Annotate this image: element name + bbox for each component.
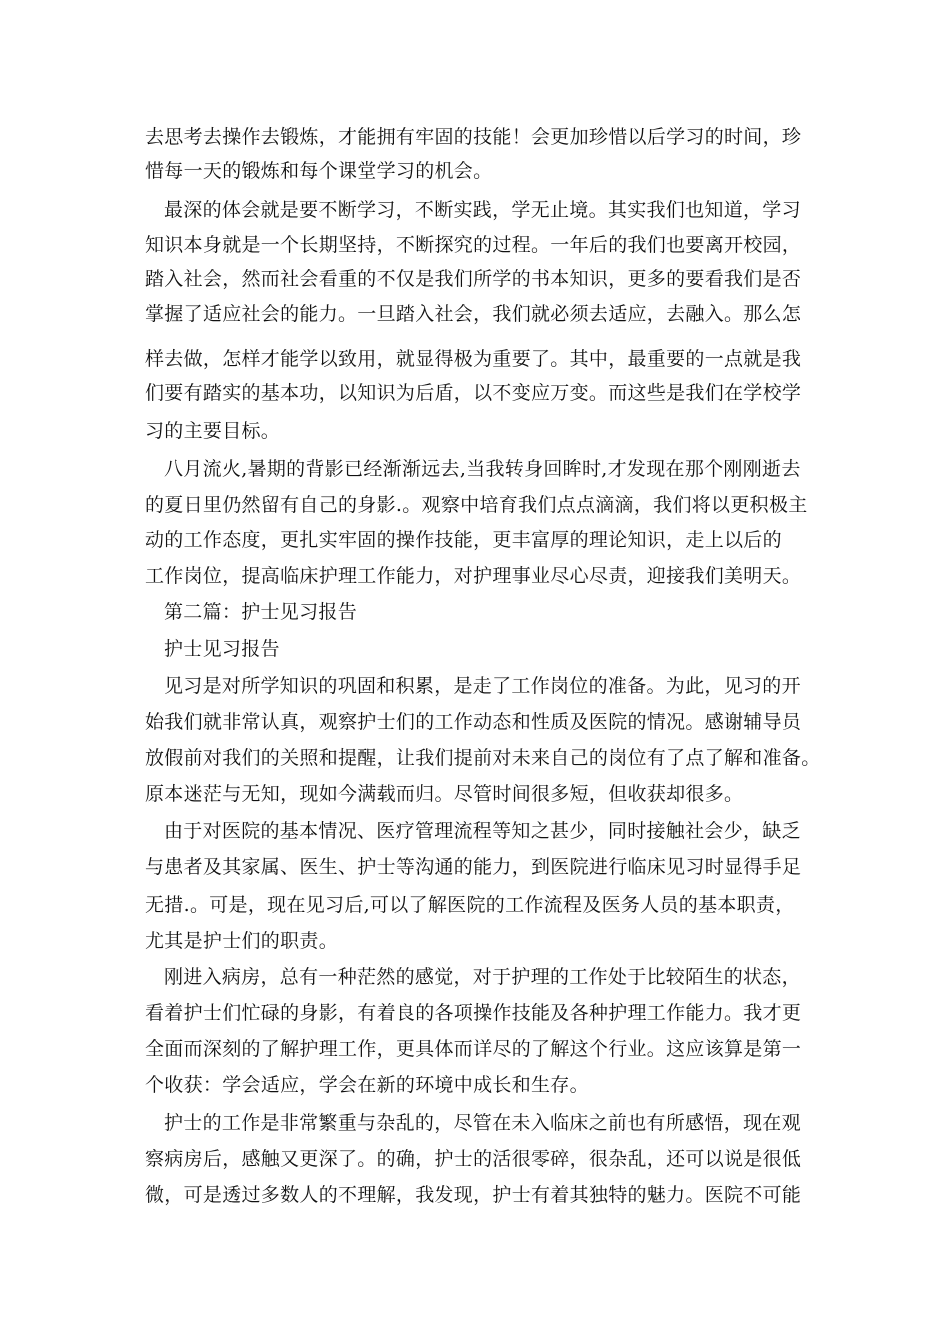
text-line: 尤其是护士们的职责。 — [145, 930, 339, 952]
text-line: 刚进入病房，总有一种茫然的感觉，对于护理的工作处于比较陌生的状态， — [164, 966, 801, 988]
text-line: 习的主要目标。 — [145, 420, 281, 442]
text-line: 全面而深刻的了解护理工作，更具体而详尽的了解这个行业。这应该算是第一 — [145, 1038, 802, 1060]
text-line: 工作岗位，提高临床护理工作能力，对护理事业尽心尽责，迎接我们美明天。 — [145, 565, 802, 587]
text-line: 由于对医院的基本情况、医疗管理流程等知之甚少，同时接触社会少，缺乏 — [164, 820, 801, 842]
text-line: 去思考去操作去锻炼，才能拥有牢固的技能！会更加珍惜以后学习的时间，珍 — [145, 126, 802, 148]
text-line: 惜每一天的锻炼和每个课堂学习的机会。 — [145, 160, 493, 182]
text-line: 护士的工作是非常繁重与杂乱的，尽管在未入临床之前也有所感悟，现在观 — [164, 1112, 801, 1134]
text-line: 知识本身就是一个长期坚持，不断探究的过程。一年后的我们也要离开校园， — [145, 234, 802, 256]
text-line: 的夏日里仍然留有自己的身影.。观察中培育我们点点滴滴，我们将以更积极主 — [145, 494, 808, 516]
text-line: 个收获：学会适应，学会在新的环境中成长和生存。 — [145, 1074, 589, 1096]
text-line: 见习是对所学知识的巩固和积累，是走了工作岗位的准备。为此，见习的开 — [164, 675, 801, 697]
text-line: 无措.。可是，现在见习后,可以了解医院的工作流程及医务人员的基本职责， — [145, 894, 795, 916]
text-line: 放假前对我们的关照和提醒，让我们提前对未来自己的岗位有了点了解和准备。 — [145, 747, 821, 769]
text-line: 八月流火,暑期的背影已经渐渐远去,当我转身回眸时,才发现在那个刚刚逝去 — [164, 458, 801, 480]
text-line: 样去做，怎样才能学以致用，就显得极为重要了。其中，最重要的一点就是我 — [145, 348, 802, 370]
text-line: 看着护士们忙碌的身影，有着良的各项操作技能及各种护理工作能力。我才更 — [145, 1002, 802, 1024]
text-line: 踏入社会，然而社会看重的不仅是我们所学的书本知识，更多的要看我们是否 — [145, 268, 802, 290]
text-line: 掌握了适应社会的能力。一旦踏入社会，我们就必须去适应，去融入。那么怎 — [145, 303, 802, 325]
text-line: 动的工作态度，更扎实牢固的操作技能，更丰富厚的理论知识，走上以后的 — [145, 529, 782, 551]
text-line: 最深的体会就是要不断学习，不断实践，学无止境。其实我们也知道，学习 — [164, 199, 801, 221]
section-heading: 第二篇：护士见习报告 — [164, 601, 358, 623]
text-line: 原本迷茫与无知，现如今满载而归。尽管时间很多短，但收获却很多。 — [145, 783, 744, 805]
text-line: 微，可是透过多数人的不理解，我发现，护士有着其独特的魅力。医院不可能 — [145, 1184, 802, 1206]
section-title: 护士见习报告 — [164, 638, 280, 660]
text-line: 察病房后，感触又更深了。的确，护士的活很零碎，很杂乱，还可以说是很低 — [145, 1148, 802, 1170]
text-line: 们要有踏实的基本功，以知识为后盾，以不变应万变。而这些是我们在学校学 — [145, 382, 802, 404]
text-line: 与患者及其家属、医生、护士等沟通的能力，到医院进行临床见习时显得手足 — [145, 856, 802, 878]
text-line: 始我们就非常认真，观察护士们的工作动态和性质及医院的情况。感谢辅导员 — [145, 711, 802, 733]
